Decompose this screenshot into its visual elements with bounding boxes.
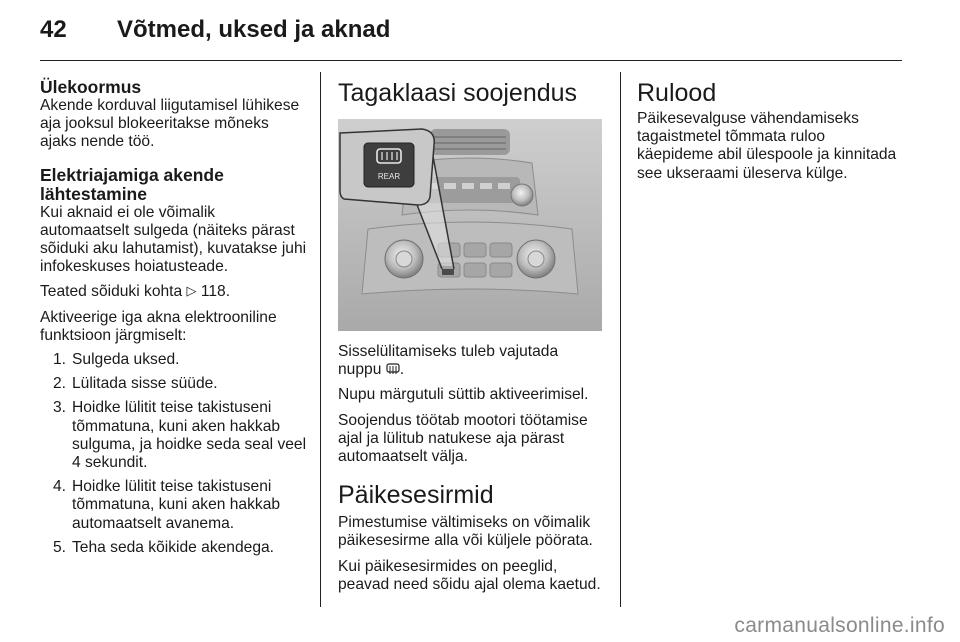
step-text: Lülitada sisse süüde. [72,375,218,393]
blinds-heading: Rulood [637,79,717,107]
page-number: 42 [40,16,67,43]
activate-text: Aktiveerige iga akna elektrooniline funktsioon järgmiselt: [40,308,277,344]
reset-text: Kui aknaid ei ole võimalik automaatselt sulgeda (näiteks pärast sõiduki aku lahutamist), kuvatakse juhi infokeskuses hoiatusteade. [40,203,307,276]
list-item [40,539,308,557]
header-rule [40,60,902,61]
column-3 [637,66,903,183]
messages-text: Teated sõiduki kohta [40,283,183,301]
dashboard-illustration [338,119,602,331]
watermark: carmanualsonline.info [734,614,945,637]
column-divider-2 [620,72,621,607]
triangle-right-icon: ▷ [186,283,197,299]
blinds-text: Päikesevalguse vähendamiseks tagaistmetel tõmmata ruloo käepideme abil ülespoole ja kinnitada see ukseraami üleserva külge. [637,110,897,182]
glare-text: Pimestumise vältimiseks on võimalik päikesesirme alla või küljele pöörata. [338,514,593,550]
steps-list [40,351,308,557]
step-number: 4. [52,478,66,496]
press-instruction [338,343,604,379]
step-text: Hoidke lülitit teise takistuseni tõmmatuna, kuni aken hakkab automaatselt avanema. [72,478,281,532]
rear-defrost-heading: Tagaklaasi soojendus [338,79,578,107]
rear-window-defrost-icon [386,362,400,376]
step-number: 1. [52,351,66,369]
step-number: 5. [52,538,66,556]
list-item [40,478,308,533]
sun-visors-heading: Päikesesirmid [338,481,494,510]
step-text: Teha seda kõikide akendega. [72,538,275,556]
messages-reference [40,283,308,301]
column-1 [40,66,308,563]
messages-page-link[interactable]: 118. [200,283,231,301]
step-number: 2. [52,375,66,393]
press-end: . [399,361,405,379]
reset-heading: Elektriajamiga akende lähtestamine [40,164,224,204]
overload-text: Akende korduval liigutamisel lühikese aja jooksul blokeeritakse mõneks ajaks nende töö. [40,97,300,151]
step-text: Hoidke lülitit teise takistuseni tõmmatuna, kuni aken hakkab sulguma, ja hoidke seda seal veel 4 sekundit. [72,399,307,472]
led-text: Nupu märgutuli süttib aktiveerimisel. [338,386,589,404]
mirror-text: Kui päikesesirmides on peeglid, peavad need sõidu ajal olema kaetud. [338,557,601,593]
list-item [40,375,308,393]
press-text: Sisselülitamiseks tuleb vajutada nuppu [338,343,559,379]
works-text: Soojendus töötab mootori töötamise ajal ja lülitub natukese aja pärast automaatselt välja. [338,411,588,466]
step-number: 3. [52,399,66,417]
overload-heading: Ülekoormus [40,77,142,97]
running-title: Võtmed, uksed ja aknad [117,16,391,43]
list-item [40,351,308,369]
list-item [40,399,308,472]
page-header [0,0,960,64]
column-divider-1 [320,72,321,607]
rear-button-label: REAR [377,172,401,181]
dashboard-photo [338,119,602,331]
column-2 [338,66,604,594]
step-text: Sulgeda uksed. [72,351,180,369]
